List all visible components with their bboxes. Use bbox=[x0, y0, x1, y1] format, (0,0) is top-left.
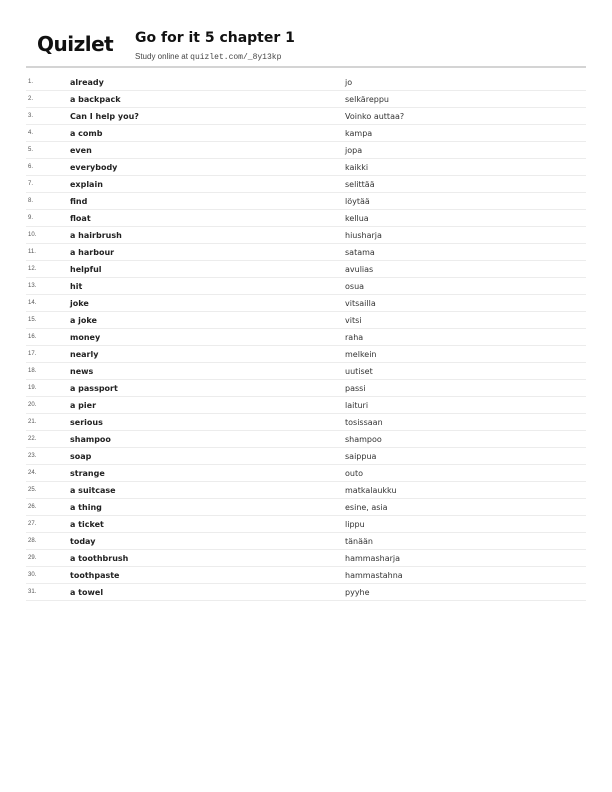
term-text: today bbox=[70, 536, 96, 546]
vocab-row bbox=[26, 482, 586, 499]
term-text: find bbox=[70, 196, 88, 206]
row-number: 19. bbox=[28, 385, 37, 391]
term-text: a suitcase bbox=[70, 485, 116, 495]
vocab-row bbox=[26, 210, 586, 227]
term-text: a thing bbox=[70, 502, 102, 512]
row-number: 8. bbox=[28, 198, 34, 204]
definition-text: passi bbox=[345, 383, 366, 393]
row-number: 23. bbox=[28, 453, 37, 459]
row-number: 16. bbox=[28, 334, 37, 340]
row-number: 25. bbox=[28, 487, 37, 493]
vocab-row bbox=[26, 329, 586, 346]
vocab-row bbox=[26, 448, 586, 465]
row-number: 3. bbox=[28, 113, 34, 119]
row-number: 31. bbox=[28, 589, 37, 595]
definition-text: outo bbox=[345, 468, 363, 478]
vocab-row bbox=[26, 431, 586, 448]
term-text: a toothbrush bbox=[70, 553, 129, 563]
definition-text: raha bbox=[345, 332, 364, 342]
vocab-row bbox=[26, 244, 586, 261]
vocab-row bbox=[26, 397, 586, 414]
vocab-row bbox=[26, 380, 586, 397]
vocab-row bbox=[26, 91, 586, 108]
row-number: 6. bbox=[28, 164, 34, 170]
row-number: 2. bbox=[28, 96, 34, 102]
study-online-prefix: Study online at bbox=[135, 52, 191, 61]
study-url-link[interactable]: quizlet.com/_8y13kp bbox=[190, 53, 282, 62]
vocab-row bbox=[26, 74, 586, 91]
vocab-row bbox=[26, 278, 586, 295]
definition-text: lippu bbox=[345, 519, 365, 529]
vocab-row bbox=[26, 142, 586, 159]
header-divider bbox=[26, 66, 586, 68]
row-number: 17. bbox=[28, 351, 37, 357]
term-text: a ticket bbox=[70, 519, 104, 529]
term-text: even bbox=[70, 145, 92, 155]
row-number: 26. bbox=[28, 504, 37, 510]
term-text: a backpack bbox=[70, 94, 121, 104]
definition-text: pyyhe bbox=[345, 587, 370, 597]
definition-text: kellua bbox=[345, 213, 369, 223]
definition-text: hammastahna bbox=[345, 570, 403, 580]
row-number: 12. bbox=[28, 266, 37, 272]
vocab-row bbox=[26, 414, 586, 431]
row-number: 7. bbox=[28, 181, 34, 187]
vocab-row bbox=[26, 346, 586, 363]
study-online-line bbox=[135, 52, 281, 62]
vocab-row bbox=[26, 176, 586, 193]
definition-text: shampoo bbox=[345, 434, 382, 444]
term-text: Can I help you? bbox=[70, 111, 139, 121]
term-text: toothpaste bbox=[70, 570, 120, 580]
term-text: a harbour bbox=[70, 247, 115, 257]
vocab-row bbox=[26, 465, 586, 482]
vocab-row bbox=[26, 125, 586, 142]
term-text: nearly bbox=[70, 349, 99, 359]
vocab-row bbox=[26, 159, 586, 176]
definition-text: tänään bbox=[345, 536, 373, 546]
vocab-row bbox=[26, 312, 586, 329]
definition-text: laituri bbox=[345, 400, 369, 410]
term-text: news bbox=[70, 366, 94, 376]
row-number: 15. bbox=[28, 317, 37, 323]
definition-text: löytää bbox=[345, 196, 370, 206]
term-text: a pier bbox=[70, 400, 97, 410]
definition-text: satama bbox=[345, 247, 375, 257]
term-text: soap bbox=[70, 451, 92, 461]
row-number: 21. bbox=[28, 419, 37, 425]
vocab-row bbox=[26, 261, 586, 278]
definition-text: kampa bbox=[345, 128, 373, 138]
definition-text: vitsi bbox=[345, 315, 362, 325]
definition-text: Voinko auttaa? bbox=[345, 111, 405, 121]
vocab-row bbox=[26, 567, 586, 584]
row-number: 11. bbox=[28, 249, 36, 255]
row-number: 1. bbox=[28, 79, 34, 85]
definition-text: uutiset bbox=[345, 366, 373, 376]
term-text: shampoo bbox=[70, 434, 111, 444]
row-number: 18. bbox=[28, 368, 37, 374]
definition-text: kaikki bbox=[345, 162, 369, 172]
row-number: 20. bbox=[28, 402, 37, 408]
term-text: strange bbox=[70, 468, 105, 478]
term-text: helpful bbox=[70, 264, 102, 274]
vocab-row bbox=[26, 108, 586, 125]
row-number: 14. bbox=[28, 300, 37, 306]
term-text: a towel bbox=[70, 587, 104, 597]
row-number: 4. bbox=[28, 130, 34, 136]
row-number: 30. bbox=[28, 572, 37, 578]
definition-text: jo bbox=[345, 77, 353, 87]
vocab-row bbox=[26, 516, 586, 533]
definition-text: selittää bbox=[345, 179, 375, 189]
row-number: 28. bbox=[28, 538, 37, 544]
row-number: 9. bbox=[28, 215, 34, 221]
vocab-row bbox=[26, 499, 586, 516]
page-title: Go for it 5 chapter 1 bbox=[135, 30, 295, 46]
definition-text: avulias bbox=[345, 264, 374, 274]
definition-text: saippua bbox=[345, 451, 377, 461]
row-number: 27. bbox=[28, 521, 37, 527]
definition-text: vitsailla bbox=[345, 298, 376, 308]
vocab-row bbox=[26, 193, 586, 210]
row-number: 29. bbox=[28, 555, 37, 561]
term-text: explain bbox=[70, 179, 103, 189]
definition-text: esine, asia bbox=[345, 502, 388, 512]
definition-text: jopa bbox=[345, 145, 363, 155]
term-text: hit bbox=[70, 281, 83, 291]
term-text: a passport bbox=[70, 383, 118, 393]
term-text: serious bbox=[70, 417, 103, 427]
vocab-row bbox=[26, 584, 586, 601]
definition-text: melkein bbox=[345, 349, 377, 359]
term-text: a hairbrush bbox=[70, 230, 122, 240]
row-number: 5. bbox=[28, 147, 34, 153]
vocabulary-list bbox=[26, 74, 586, 601]
vocab-row bbox=[26, 363, 586, 380]
quizlet-logo: Quizlet bbox=[37, 32, 114, 56]
vocab-row bbox=[26, 227, 586, 244]
row-number: 22. bbox=[28, 436, 37, 442]
term-text: a joke bbox=[70, 315, 97, 325]
row-number: 10. bbox=[28, 232, 37, 238]
row-number: 24. bbox=[28, 470, 37, 476]
definition-text: hiusharja bbox=[345, 230, 382, 240]
vocab-row bbox=[26, 550, 586, 567]
term-text: already bbox=[70, 77, 104, 87]
term-text: a comb bbox=[70, 128, 103, 138]
definition-text: tosissaan bbox=[345, 417, 383, 427]
term-text: joke bbox=[70, 298, 89, 308]
definition-text: hammasharja bbox=[345, 553, 401, 563]
row-number: 13. bbox=[28, 283, 37, 289]
definition-text: matkalaukku bbox=[345, 485, 397, 495]
definition-text: selkäreppu bbox=[345, 94, 389, 104]
vocab-row bbox=[26, 533, 586, 550]
term-text: everybody bbox=[70, 162, 118, 172]
term-text: float bbox=[70, 213, 91, 223]
term-text: money bbox=[70, 332, 101, 342]
definition-text: osua bbox=[345, 281, 365, 291]
vocab-row bbox=[26, 295, 586, 312]
page-header bbox=[0, 0, 612, 70]
